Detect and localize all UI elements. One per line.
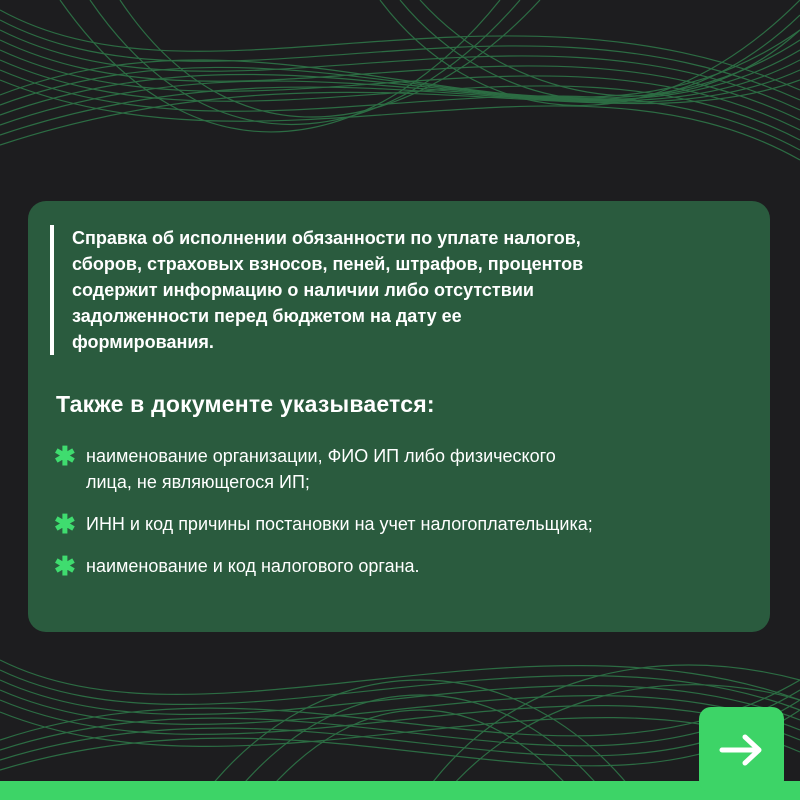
list-item-line: лица, не являющегося ИП; (86, 472, 310, 492)
next-button[interactable] (699, 707, 784, 792)
quote-line: формирования. (72, 332, 214, 352)
section-title: Также в документе указывается: (56, 391, 435, 417)
bottom-accent-bar (0, 781, 800, 800)
quote-line: задолженности перед бюджетом на дату ее (72, 306, 462, 326)
quote-line: Справка об исполнении обязанности по уплате налогов, (72, 228, 581, 248)
quote-line: содержит информацию о наличии либо отсутствии (72, 280, 534, 300)
list-item-line: наименование организации, ФИО ИП либо физического (86, 446, 556, 466)
info-card (28, 201, 770, 632)
list-item-line: ИНН и код причины постановки на учет налогоплательщика; (86, 514, 593, 534)
bullet-list (54, 443, 754, 595)
list-item (54, 443, 754, 495)
asterisk-icon: ✱ (54, 551, 76, 581)
quote-block (50, 225, 752, 355)
quote-line: сборов, страховых взносов, пеней, штрафов, процентов (72, 254, 584, 274)
asterisk-icon: ✱ (54, 509, 76, 539)
asterisk-icon: ✱ (54, 441, 76, 471)
list-item (54, 511, 754, 537)
list-item-line: наименование и код налогового органа. (86, 556, 420, 576)
arrow-right-icon (719, 733, 765, 767)
list-item (54, 553, 754, 579)
